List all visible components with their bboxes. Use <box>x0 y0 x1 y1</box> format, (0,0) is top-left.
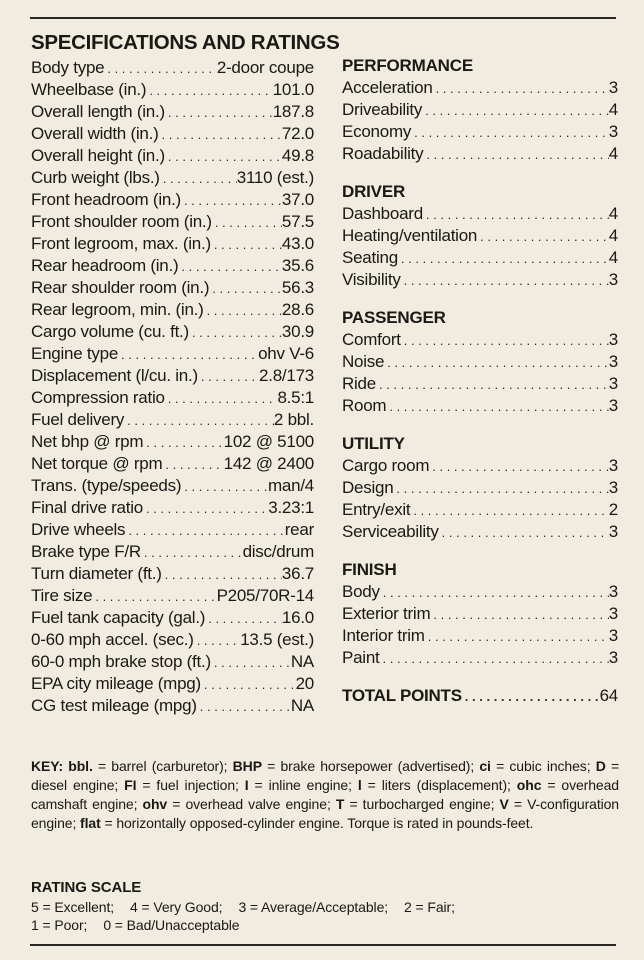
spec-row-value: 3.23:1 <box>268 498 314 517</box>
spec-row <box>31 189 314 211</box>
dot-leader <box>429 456 609 478</box>
spec-row <box>31 629 314 651</box>
dot-leader <box>401 270 609 292</box>
spec-row-value: 2.8/173 <box>259 366 314 385</box>
spec-row-label: Rear legroom, min. (in.) <box>31 300 204 319</box>
dot-leader <box>384 352 609 374</box>
key-term: FI <box>124 777 137 793</box>
rating-section-title: FINISH <box>342 560 397 579</box>
rating-scale-line-2 <box>31 917 255 933</box>
key-term: bbl. <box>68 758 93 774</box>
spec-row <box>31 277 314 299</box>
spec-row-value: NA <box>290 652 314 671</box>
rating-section-title: PASSENGER <box>342 308 446 327</box>
rating-row <box>342 581 618 603</box>
dot-leader <box>197 696 291 718</box>
key-definition: brake horsepower (advertised) <box>280 758 471 774</box>
rating-row-value: 3 <box>608 396 618 415</box>
spec-row-value: 35.6 <box>281 256 314 275</box>
dot-leader <box>201 674 296 696</box>
dot-leader <box>178 256 282 278</box>
dot-leader <box>165 102 273 124</box>
key-term: ci <box>479 758 491 774</box>
rating-row <box>342 603 618 625</box>
spec-row-value: 102 @ 5100 <box>223 432 314 451</box>
dot-leader <box>211 234 282 256</box>
spec-row-value: 13.5 (est.) <box>240 630 314 649</box>
key-term: D <box>595 758 606 774</box>
spec-row-value: 72.0 <box>281 124 314 143</box>
spec-row-label: Curb weight (lbs.) <box>31 168 160 187</box>
dot-leader <box>92 586 216 608</box>
rating-row-label: Cargo room <box>342 456 430 475</box>
rating-row-label: Seating <box>342 248 398 267</box>
spec-row-value: 30.9 <box>281 322 314 341</box>
spec-row-value: ohv V-6 <box>258 344 314 363</box>
dot-leader <box>380 648 609 670</box>
spec-row <box>31 651 314 673</box>
rating-row-value: 3 <box>608 604 618 623</box>
rating-row <box>342 203 618 225</box>
key-definition: overhead valve engine <box>185 796 327 812</box>
rating-row-label: Ride <box>342 374 376 393</box>
spec-row-label: Cargo volume (cu. ft.) <box>31 322 189 341</box>
spec-row-value: 37.0 <box>281 190 314 209</box>
rating-row-label: Acceleration <box>342 78 433 97</box>
rating-row <box>342 477 618 499</box>
spec-row-value: NA <box>290 696 314 715</box>
spec-row-label: Net bhp @ rpm <box>31 432 144 451</box>
spec-row-value: 36.7 <box>281 564 314 583</box>
spec-row-value: 2-door coupe <box>216 58 314 77</box>
rating-row-value: 3 <box>608 456 618 475</box>
key-note: Torque is rated in pounds-feet. <box>347 815 534 831</box>
ratings-column <box>342 55 618 707</box>
rating-row-label: Noise <box>342 352 385 371</box>
rating-row-value: 3 <box>608 478 618 497</box>
rating-row-value: 3 <box>608 522 618 541</box>
spec-row <box>31 431 314 453</box>
spec-row <box>31 79 314 101</box>
spec-row-label: Front shoulder room (in.) <box>31 212 212 231</box>
key-definition: diesel engine <box>31 777 115 793</box>
spec-row <box>31 475 314 497</box>
rating-row-label: Body <box>342 582 380 601</box>
rating-row-label: Interior trim <box>342 626 425 645</box>
spec-row-label: Compression ratio <box>31 388 165 407</box>
spec-row-label: Wheelbase (in.) <box>31 80 147 99</box>
spec-row <box>31 673 314 695</box>
rating-row-label: Roadability <box>342 144 424 163</box>
spec-row <box>31 541 314 563</box>
spec-row-value: disc/drum <box>242 542 314 561</box>
key-term: BHP <box>232 758 262 774</box>
spec-row <box>31 343 314 365</box>
dot-leader <box>205 608 282 630</box>
spec-row-label: 0-60 mph accel. (sec.) <box>31 630 194 649</box>
rating-row-value: 4 <box>608 144 618 163</box>
dot-leader <box>160 168 237 190</box>
dot-leader <box>477 226 609 248</box>
dot-leader <box>423 144 608 166</box>
spec-row-label: Front headroom (in.) <box>31 190 181 209</box>
rating-row-label: Exterior trim <box>342 604 431 623</box>
spec-row-label: Overall length (in.) <box>31 102 165 121</box>
spec-row-value: 49.8 <box>281 146 314 165</box>
spec-row <box>31 233 314 255</box>
spec-row-label: Rear shoulder room (in.) <box>31 278 210 297</box>
spec-row <box>31 255 314 277</box>
rating-row <box>342 77 618 99</box>
spec-row-value: 2 bbl. <box>273 410 314 429</box>
spec-row <box>31 211 314 233</box>
dot-leader <box>204 300 282 322</box>
dot-leader <box>165 388 278 410</box>
rating-row-label: Visibility <box>342 270 401 289</box>
spec-row-value: 101.0 <box>272 80 314 99</box>
rating-row-value: 3 <box>608 122 618 141</box>
key-heading: KEY: <box>31 758 64 774</box>
rating-section <box>342 559 618 669</box>
spec-row <box>31 321 314 343</box>
key-definition: turbocharged engine <box>362 796 491 812</box>
dot-leader <box>376 374 609 396</box>
spec-row-label: Turn diameter (ft.) <box>31 564 162 583</box>
rating-scale-entry: 0 = Bad/Unacceptable <box>103 917 240 933</box>
rating-row-value: 2 <box>608 500 618 519</box>
spec-row-value: man/4 <box>268 476 314 495</box>
rating-row-label: Design <box>342 478 394 497</box>
spec-row-label: Overall height (in.) <box>31 146 165 165</box>
dot-leader <box>125 520 284 542</box>
spec-row <box>31 167 314 189</box>
rating-section <box>342 307 618 417</box>
spec-row-label: Tire size <box>31 586 93 605</box>
rating-row <box>342 647 618 669</box>
dot-leader <box>398 248 609 270</box>
spec-row-value: 56.3 <box>281 278 314 297</box>
spec-row-value: 187.8 <box>272 102 314 121</box>
bottom-divider <box>30 944 616 946</box>
spec-row-label: Body type <box>31 58 105 77</box>
rating-row-value: 3 <box>608 648 618 667</box>
rating-row <box>342 99 618 121</box>
spec-row-label: Fuel tank capacity (gal.) <box>31 608 206 627</box>
key-definition: liters (displacement) <box>381 777 508 793</box>
dot-leader <box>162 564 282 586</box>
specifications-list <box>31 57 314 717</box>
rating-row-value: 4 <box>608 226 618 245</box>
spec-row-label: Engine type <box>31 344 119 363</box>
rating-row-value: 3 <box>608 330 618 349</box>
abbreviation-key: KEY: bbl. = barrel (carburetor); BHP = brake horsepower (advertised); ci = cubic inches; D = diesel engine; FI = fuel injection; I = inline engine; l = liters (displacement); ohc = overhead camshaft engine; ohv = overhead valve engine; T = turbocharged engine; V = V-configuration engine; flat = horizontally opposed-cylinder engine. Torque is rated in pounds-feet. <box>31 758 620 831</box>
spec-row-label: Displacement (l/cu. in.) <box>31 366 198 385</box>
dot-leader <box>165 146 282 168</box>
key-definition: overhead camshaft engine <box>31 777 619 812</box>
rating-scale-entry: 2 = Fair; <box>404 899 455 915</box>
spec-row <box>31 409 314 431</box>
rating-row-value: 3 <box>608 582 618 601</box>
rating-row <box>342 329 618 351</box>
dot-leader <box>118 344 258 366</box>
rating-section <box>342 181 618 291</box>
rating-row-label: Room <box>342 396 387 415</box>
spec-row <box>31 123 314 145</box>
key-definition: cubic inches <box>509 758 587 774</box>
spec-row-label: Fuel delivery <box>31 410 125 429</box>
spec-row-value: 57.5 <box>281 212 314 231</box>
rating-row-value: 4 <box>608 100 618 119</box>
dot-leader <box>146 80 272 102</box>
dot-leader <box>410 500 608 522</box>
dot-leader <box>462 686 600 708</box>
total-points-label: TOTAL POINTS <box>342 686 462 705</box>
rating-row-value: 3 <box>608 352 618 371</box>
dot-leader <box>198 366 259 388</box>
dot-leader <box>212 212 282 234</box>
spec-row <box>31 101 314 123</box>
dot-leader <box>124 410 274 432</box>
spec-row <box>31 57 314 79</box>
spec-row-label: Overall width (in.) <box>31 124 159 143</box>
rating-row <box>342 143 618 165</box>
rating-section <box>342 433 618 543</box>
spec-row-label: EPA city mileage (mpg) <box>31 674 201 693</box>
rating-row-value: 4 <box>608 248 618 267</box>
total-points-value: 64 <box>599 686 618 705</box>
rating-section-title: UTILITY <box>342 434 405 453</box>
rating-scale-title: RATING SCALE <box>31 879 142 896</box>
key-definition: horizontally opposed-cylinder engine <box>116 815 340 831</box>
spec-row-value: 20 <box>295 674 314 693</box>
spec-row <box>31 563 314 585</box>
dot-leader <box>393 478 608 500</box>
rating-row-label: Driveability <box>342 100 423 119</box>
rating-row <box>342 499 618 521</box>
rating-scale-entry: 1 = Poor; <box>31 917 88 933</box>
key-term: flat <box>80 815 101 831</box>
spec-row <box>31 145 314 167</box>
spec-row-value: rear <box>284 520 314 539</box>
dot-leader <box>143 498 268 520</box>
rating-row <box>342 269 618 291</box>
key-definition: V-configuration engine <box>31 796 619 831</box>
key-term: V <box>499 796 509 812</box>
dot-leader <box>143 432 223 454</box>
rating-row <box>342 521 618 543</box>
spec-row <box>31 585 314 607</box>
rating-row-label: Comfort <box>342 330 401 349</box>
rating-scale-entry: 3 = Average/Acceptable; <box>238 899 389 915</box>
dot-leader <box>211 652 291 674</box>
spec-row <box>31 365 314 387</box>
rating-row <box>342 373 618 395</box>
dot-leader <box>380 582 609 604</box>
rating-row <box>342 351 618 373</box>
dot-leader <box>439 522 609 544</box>
key-term: I <box>244 777 249 793</box>
key-definition: inline engine <box>268 777 349 793</box>
dot-leader <box>423 204 609 226</box>
spec-row <box>31 497 314 519</box>
key-term: T <box>335 796 345 812</box>
rating-row-label: Economy <box>342 122 412 141</box>
rating-row-value: 3 <box>608 374 618 393</box>
dot-leader <box>162 454 223 476</box>
spec-row-value: 43.0 <box>281 234 314 253</box>
spec-row-value: 3110 (est.) <box>236 168 314 187</box>
key-term: ohv <box>142 796 168 812</box>
total-points-row <box>342 685 618 707</box>
spec-row-value: 28.6 <box>281 300 314 319</box>
rating-row <box>342 225 618 247</box>
spec-row-label: Front legroom, max. (in.) <box>31 234 211 253</box>
dot-leader <box>430 604 608 626</box>
spec-row-label: Final drive ratio <box>31 498 143 517</box>
rating-row-label: Heating/ventilation <box>342 226 478 245</box>
dot-leader <box>386 396 608 418</box>
rating-row-label: Serviceability <box>342 522 439 541</box>
spec-row-value: 8.5:1 <box>277 388 314 407</box>
dot-leader <box>422 100 609 122</box>
rating-row-label: Paint <box>342 648 380 667</box>
dot-leader <box>181 190 282 212</box>
rating-row-value: 3 <box>608 270 618 289</box>
key-term: l <box>357 777 362 793</box>
spec-row-label: CG test mileage (mpg) <box>31 696 197 715</box>
rating-row-label: Dashboard <box>342 204 423 223</box>
spec-row <box>31 519 314 541</box>
spec-row-label: Brake type F/R <box>31 542 141 561</box>
rating-row <box>342 625 618 647</box>
dot-leader <box>189 322 282 344</box>
rating-row-value: 3 <box>608 626 618 645</box>
rating-row-label: Entry/exit <box>342 500 411 519</box>
key-term: ohc <box>516 777 542 793</box>
rating-scale-entry: 4 = Very Good; <box>130 899 223 915</box>
rating-row-value: 4 <box>608 204 618 223</box>
rating-row <box>342 247 618 269</box>
spec-row-label: Trans. (type/speeds) <box>31 476 182 495</box>
rating-row <box>342 395 618 417</box>
spec-row <box>31 299 314 321</box>
spec-row-value: P205/70R-14 <box>216 586 314 605</box>
spec-row-label: Drive wheels <box>31 520 126 539</box>
dot-leader <box>104 58 216 80</box>
key-definition: fuel injection <box>156 777 236 793</box>
dot-leader <box>209 278 282 300</box>
rating-scale-line-1 <box>31 899 471 915</box>
spec-row-label: Net torque @ rpm <box>31 454 163 473</box>
dot-leader <box>194 630 241 652</box>
spec-row <box>31 387 314 409</box>
rating-row-value: 3 <box>608 78 618 97</box>
spec-row <box>31 453 314 475</box>
key-definition: barrel (carburetor) <box>111 758 224 774</box>
spec-row-value: 16.0 <box>281 608 314 627</box>
rating-section <box>342 55 618 165</box>
spec-row <box>31 695 314 717</box>
dot-leader <box>181 476 268 498</box>
page-title: SPECIFICATIONS AND RATINGS <box>31 31 340 54</box>
spec-row-label: Rear headroom (in.) <box>31 256 179 275</box>
spec-row-value: 142 @ 2400 <box>223 454 314 473</box>
dot-leader <box>141 542 243 564</box>
rating-row <box>342 455 618 477</box>
top-divider <box>30 17 616 19</box>
dot-leader <box>159 124 282 146</box>
rating-scale-entry: 5 = Excellent; <box>31 899 115 915</box>
ratings-sections <box>342 55 618 669</box>
rating-section-title: DRIVER <box>342 182 406 201</box>
dot-leader <box>433 78 609 100</box>
dot-leader <box>411 122 609 144</box>
spec-row-label: 60-0 mph brake stop (ft.) <box>31 652 211 671</box>
dot-leader <box>401 330 609 352</box>
rating-section-title: PERFORMANCE <box>342 56 473 75</box>
rating-row <box>342 121 618 143</box>
dot-leader <box>425 626 609 648</box>
spec-row <box>31 607 314 629</box>
